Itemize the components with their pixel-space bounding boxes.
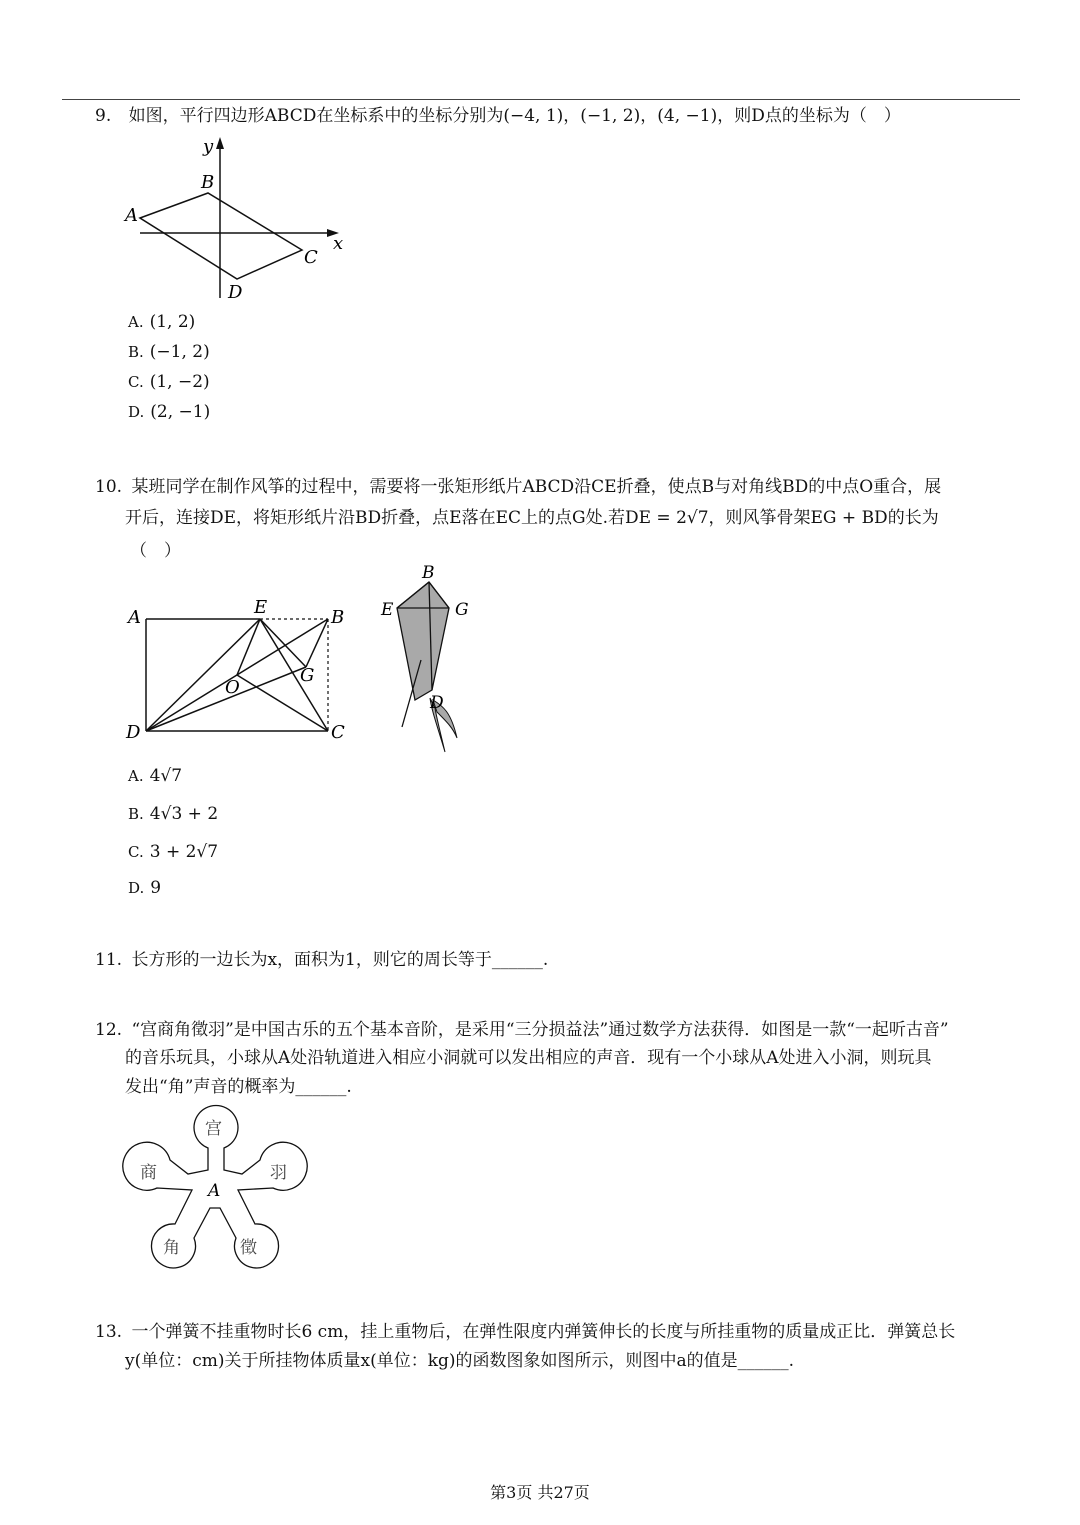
q9-option-b [128, 342, 210, 362]
q9-option-b-value: (−1, 2) [149, 342, 210, 362]
header-rule [62, 99, 1020, 100]
question-10-line3: （ ） [130, 541, 181, 561]
page-footer: 第3页 共27页 [490, 1483, 590, 1502]
kite-label-E: E [381, 600, 394, 620]
q12-label-shang: 商 [140, 1163, 157, 1183]
question-11 [95, 945, 548, 975]
q9-y-arrow-icon [216, 137, 224, 149]
q9-label-x: x [333, 233, 344, 254]
question-9 [95, 101, 901, 131]
question-10-line2: 开后，连接DE，将矩形纸片沿BD折叠，点E落在EC上的点G处.若DE = 2√7，则风筝骨架EG + BD的长为 [125, 508, 939, 528]
q10-option-a-label: A. [128, 767, 144, 785]
question-13-line1 [95, 1317, 955, 1347]
question-13-number: 13. [95, 1322, 123, 1342]
q10-label-C: C [331, 722, 345, 743]
q10-label-D: D [126, 722, 141, 743]
q10-kite-figure [375, 560, 480, 760]
q12-music-toy-figure [118, 1098, 318, 1278]
question-10-line1 [95, 472, 941, 502]
question-13-text-1: 一个弹簧不挂重物时长6 cm，挂上重物后，在弹性限度内弹簧伸长的长度与所挂重物的质量成正比．弹簧总长 [131, 1322, 956, 1342]
question-9-text: 如图，平行四边形ABCD在坐标系中的坐标分别为(−4, 1)，(−1, 2)，(4, −1)，则D点的坐标为（ ） [128, 106, 901, 126]
question-13-line2: y(单位：cm)关于所挂物体质量x(单位：kg)的函数图象如图所示，则图中a的值是______. [125, 1351, 795, 1371]
q10-option-b [128, 804, 218, 824]
q10-rectangle-figure [120, 595, 355, 745]
kite-label-G: G [455, 600, 469, 620]
q10-label-G: G [300, 665, 315, 686]
question-12-text-1: “宫商角徵羽”是中国古乐的五个基本音阶，是采用“三分损益法”通过数学方法获得．如图是一款“一起听古音” [131, 1020, 949, 1040]
q12-label-yu: 羽 [270, 1163, 287, 1183]
q9-option-d [128, 402, 210, 422]
q10-option-c [128, 842, 218, 862]
q9-option-c-label: C. [128, 373, 144, 391]
q9-option-d-label: D. [128, 403, 145, 421]
q9-parallelogram-figure [115, 135, 355, 305]
question-10-text-1: 某班同学在制作风筝的过程中，需要将一张矩形纸片ABCD沿CE折叠，使点B与对角线BD的中点O重合，展 [131, 477, 942, 497]
q10-label-O: O [225, 677, 240, 698]
q9-option-a-value: (1, 2) [149, 312, 196, 332]
kite-label-D: D [430, 693, 444, 713]
q10-option-b-label: B. [128, 805, 144, 823]
question-12-number: 12. [95, 1020, 123, 1040]
q12-label-zhi: 徵 [240, 1238, 257, 1258]
q9-parallelogram [140, 193, 302, 279]
q12-label-jiao: 角 [163, 1238, 180, 1258]
question-12-line2: 的音乐玩具，小球从A处沿轨道进入相应小洞就可以发出相应的声音．现有一个小球从A处进入小洞，则玩具 [125, 1048, 932, 1068]
q12-label-A: A [208, 1181, 221, 1201]
q9-label-B: B [201, 172, 215, 193]
q10-label-B: B [331, 607, 345, 628]
kite-label-B: B [422, 563, 435, 583]
q9-option-c-value: (1, −2) [149, 372, 210, 392]
q9-label-D: D [228, 282, 243, 303]
question-9-number: 9. [95, 106, 112, 126]
q10-option-a [128, 766, 182, 786]
question-11-text: 长方形的一边长为x，面积为1，则它的周长等于______. [131, 950, 549, 970]
q10-option-d-value: 9 [150, 878, 162, 898]
q10-option-c-label: C. [128, 843, 144, 861]
question-10-number: 10. [95, 477, 123, 497]
q10-option-d-label: D. [128, 879, 145, 897]
q9-option-a [128, 312, 195, 332]
q9-label-C: C [304, 247, 318, 268]
question-12-line3: 发出“角”声音的概率为______. [125, 1077, 352, 1097]
q9-label-A: A [125, 205, 138, 226]
q10-option-a-value: 4√7 [149, 766, 183, 786]
q9-option-b-label: B. [128, 343, 144, 361]
question-11-number: 11. [95, 950, 123, 970]
question-12-line1 [95, 1015, 949, 1045]
q9-option-c [128, 372, 210, 392]
q9-label-y: y [203, 136, 214, 157]
q10-option-b-value: 4√3 + 2 [149, 804, 219, 824]
q12-label-gong: 宫 [205, 1119, 222, 1139]
q10-option-c-value: 3 + 2√7 [149, 842, 219, 862]
q10-label-A: A [128, 607, 141, 628]
q9-option-a-label: A. [128, 313, 144, 331]
q10-option-d [128, 878, 161, 898]
q9-option-d-value: (2, −1) [150, 402, 211, 422]
q10-label-E: E [254, 597, 268, 618]
